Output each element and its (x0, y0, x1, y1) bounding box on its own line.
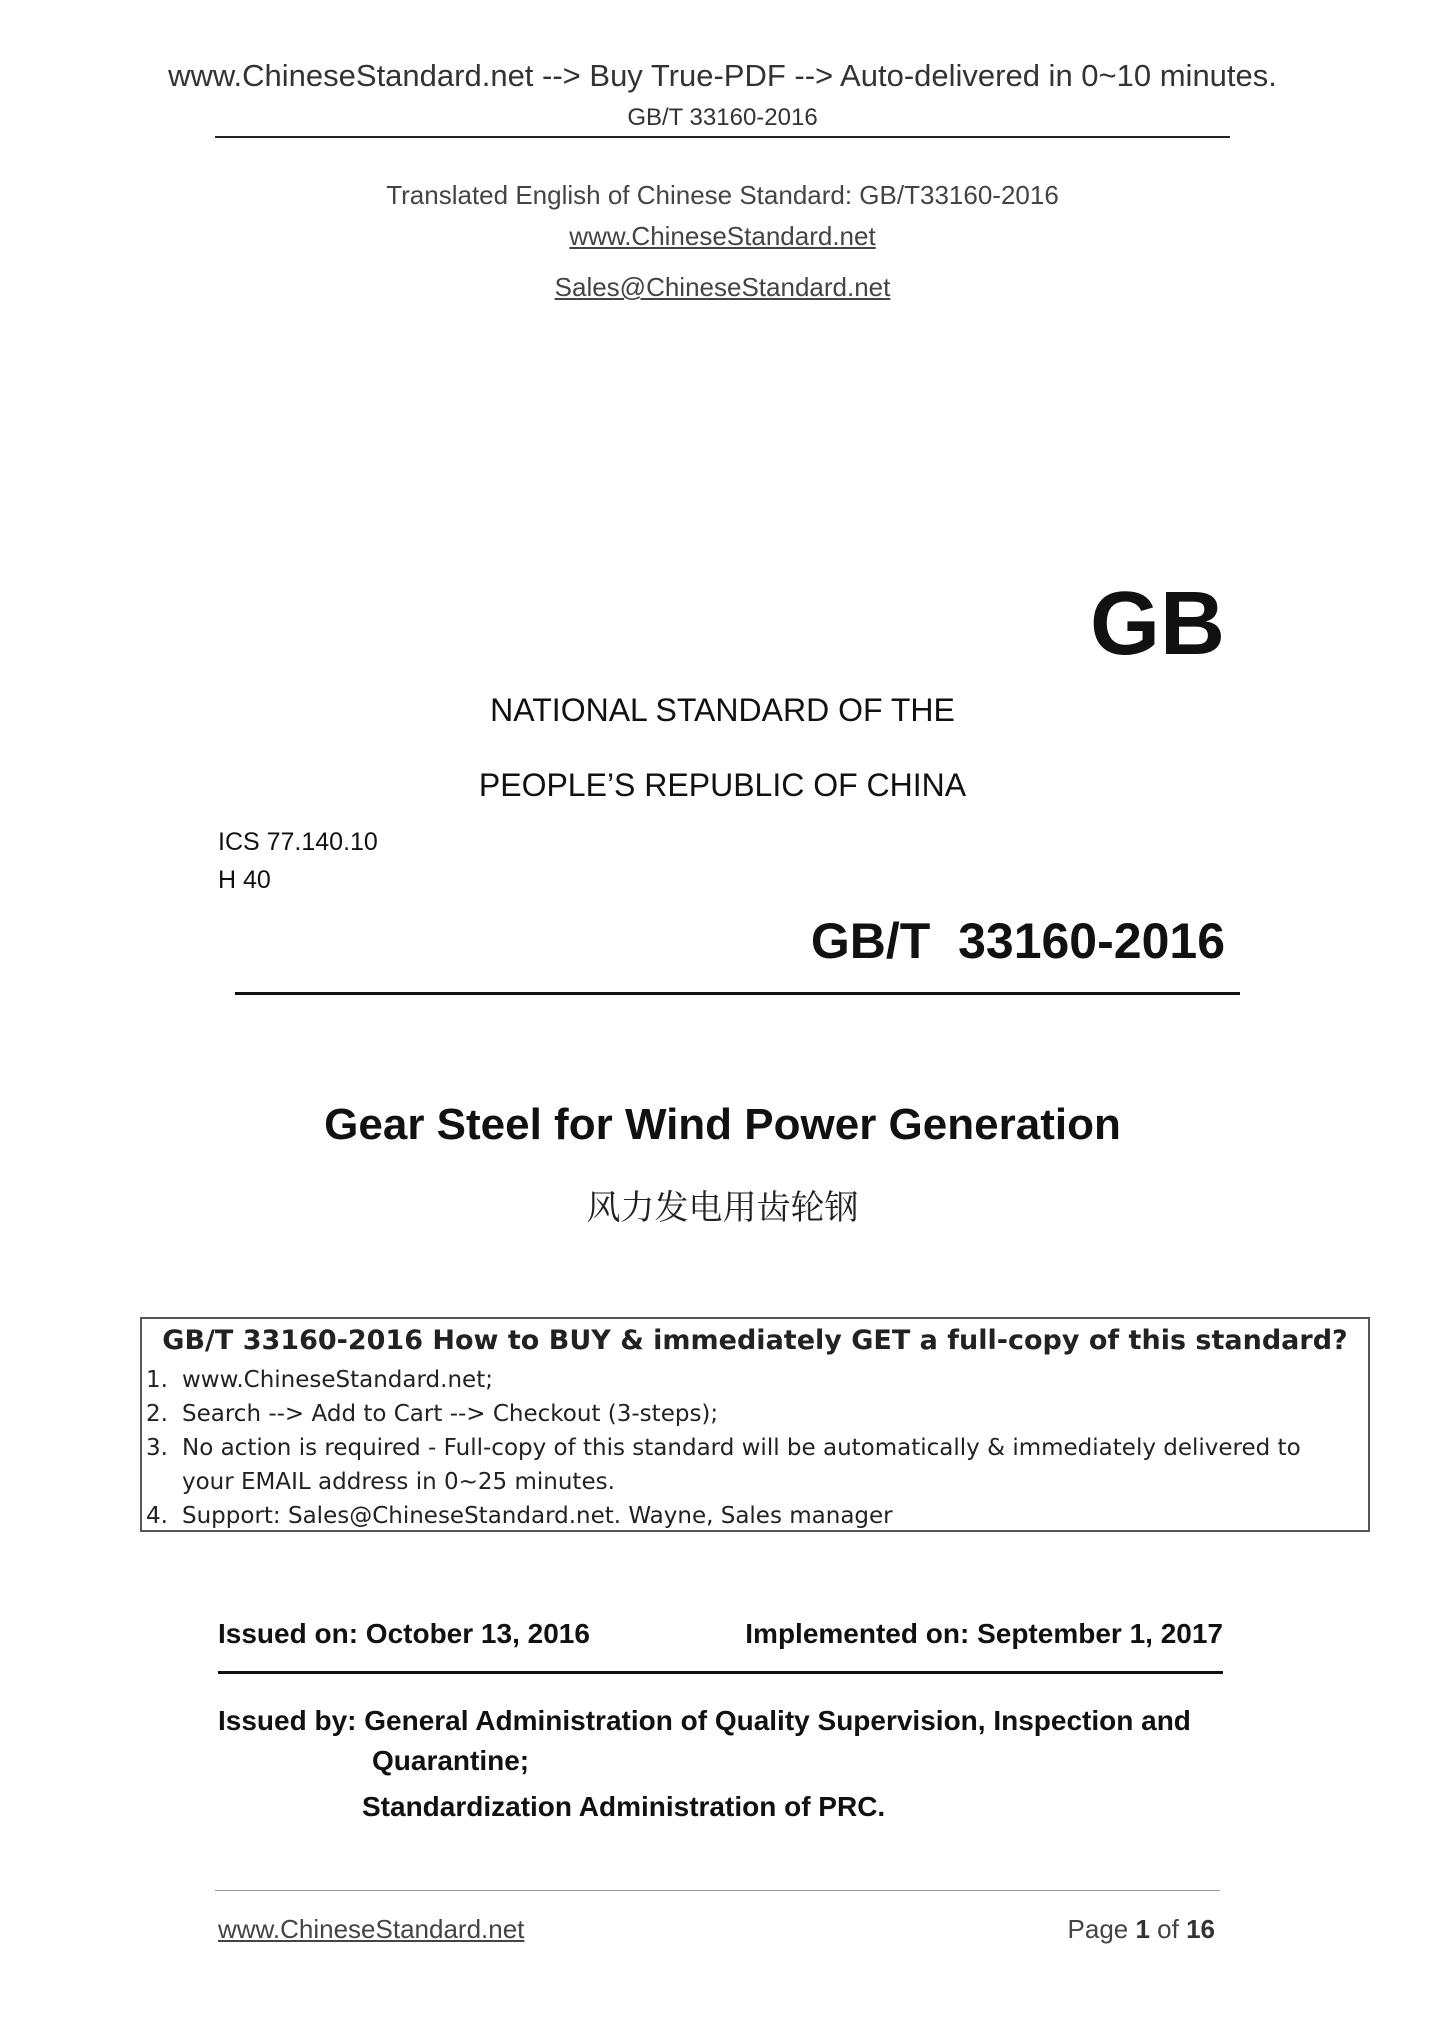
purchase-step (142, 1431, 1368, 1499)
issue-divider (218, 1671, 1223, 1674)
page-current: 1 (1135, 1914, 1150, 1944)
step-number: 4. (146, 1503, 168, 1529)
top-banner: www.ChineseStandard.net --> Buy True-PDF --> Auto-delivered in 0~10 minutes. (168, 58, 1277, 93)
purchase-box-title: GB/T 33160-2016 How to BUY & immediately GET a full-copy of this standard? (162, 1325, 1348, 1356)
step-text: No action is required - Full-copy of this standard will be automatically & immediately delivered to your EMAIL address in 0~25 minutes. (182, 1435, 1301, 1495)
step-number: 2. (146, 1401, 168, 1427)
issued-on-date: Issued on: October 13, 2016 (218, 1618, 590, 1649)
step-text: Search --> Add to Cart --> Checkout (3-steps); (182, 1401, 719, 1427)
purchase-step (142, 1499, 1368, 1533)
gb-logo-mark: GB (1090, 574, 1225, 674)
title-divider (235, 992, 1240, 995)
purchase-steps-list (142, 1363, 1368, 1533)
header-doc-id: GB/T 33160-2016 (627, 104, 818, 131)
page-total: 16 (1186, 1914, 1215, 1944)
national-standard-line1: NATIONAL STANDARD OF THE (490, 692, 955, 728)
page-prefix: Page (1067, 1914, 1136, 1944)
standard-title-en: Gear Steel for Wind Power Generation (324, 1100, 1121, 1149)
site-link[interactable]: www.ChineseStandard.net (569, 221, 876, 251)
step-text: Support: Sales@ChineseStandard.net. Wayne, Sales manager (182, 1503, 893, 1529)
footer-site-link[interactable]: www.ChineseStandard.net (218, 1914, 525, 1944)
page-of: of (1149, 1914, 1187, 1944)
email-link[interactable]: Sales@ChineseStandard.net (554, 272, 891, 302)
classification-code: H 40 (218, 866, 271, 894)
step-number: 3. (146, 1435, 168, 1461)
implemented-on-date: Implemented on: September 1, 2017 (745, 1618, 1223, 1649)
national-standard-line2: PEOPLE’S REPUBLIC OF CHINA (478, 767, 967, 803)
footer-divider (215, 1890, 1220, 1891)
step-number: 1. (146, 1367, 168, 1393)
issued-by-continued: Quarantine; (372, 1745, 530, 1776)
issued-by-second-agency: Standardization Administration of PRC. (362, 1791, 886, 1822)
step-text: www.ChineseStandard.net; (182, 1367, 493, 1393)
standard-title-cn: 风力发电用齿轮钢 (586, 1189, 859, 1227)
purchase-step (142, 1363, 1368, 1397)
issued-by: Issued by: General Administration of Quality Supervision, Inspection and (218, 1705, 1191, 1736)
ics-code: ICS 77.140.10 (218, 828, 378, 856)
page-indicator (1068, 1914, 1215, 1945)
standard-number: GB/T 33160-2016 (810, 913, 1225, 969)
purchase-info-box (140, 1317, 1370, 1532)
purchase-step (142, 1397, 1368, 1431)
translation-note: Translated English of Chinese Standard: GB/T33160-2016 (386, 180, 1059, 210)
header-divider (215, 136, 1230, 138)
